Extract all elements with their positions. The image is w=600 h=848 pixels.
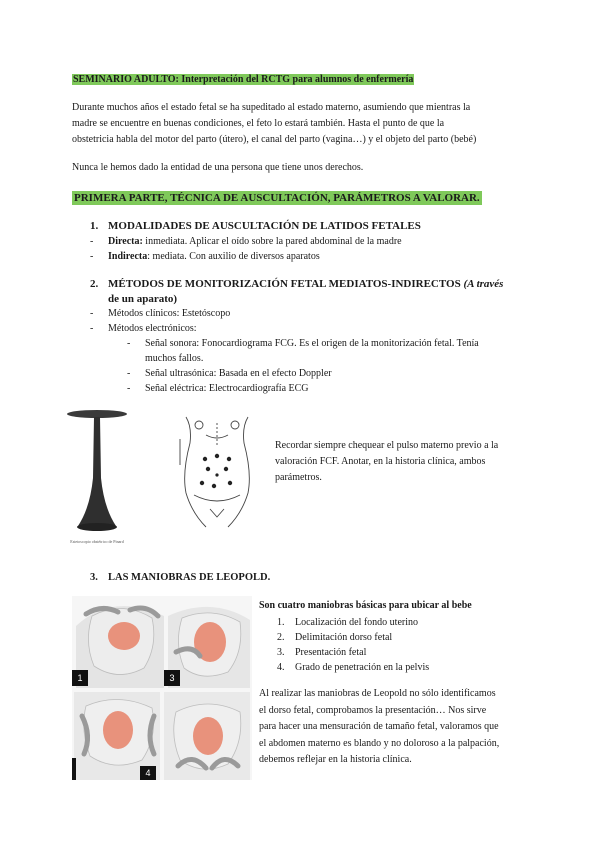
sub-item: - Señal eléctrica: Electrocardiografía ECG [127, 383, 309, 394]
leopold-illustration-icon [72, 596, 252, 780]
list-item: - Directa: inmediata. Aplicar el oído sobre la pared abdominal de la madre [90, 236, 402, 247]
section-number: 1. [90, 220, 99, 232]
section3-heading [90, 572, 270, 583]
intro-line: madre se encuentre en buenas condiciones, el feto lo estará también. Hasta el punto de que la [72, 118, 445, 129]
section1-heading [90, 220, 421, 232]
pinard-stethoscope-figure [64, 408, 130, 544]
panel-label-4: 4 [140, 766, 156, 780]
leopold-paragraph [259, 686, 499, 769]
item-text: Señal ultrasónica: Basada en el efecto Doppler [145, 368, 332, 379]
leopold-maneuvers-image [72, 596, 252, 780]
leopold-list-item: 1. Localización del fondo uterino [277, 617, 419, 628]
intro-line: obstetricia habla del motor del parto (útero), el canal del parto (vagina…) y el objeto del parto (bebé) [72, 134, 477, 145]
item-text: Métodos electrónicos: [108, 323, 197, 334]
item-text: inmediata. Aplicar el oído sobre la pared abdominal de la madre [142, 236, 402, 247]
leopold-list-item: 2. Delimitación dorso fetal [277, 632, 393, 643]
section-title: MODALIDADES DE AUSCULTACIÓN DE LATIDOS FETALES [108, 220, 421, 232]
list-item: - Indirecta: mediata. Con auxilio de diversos aparatos [90, 251, 320, 262]
item-label: Indirecta [108, 251, 148, 262]
reminder-line: valoración FCF. Anotar, en la historia clínica, ambos [275, 456, 486, 467]
panel-label-3: 3 [164, 670, 180, 686]
reminder-text [275, 438, 498, 486]
section-title-italic: (A través [463, 278, 504, 290]
leopold-line: Al realizar las maniobras de Leopold no sólo identificamos [259, 688, 496, 699]
section2-heading [90, 277, 530, 307]
list-item: - Métodos clínicos: Estetóscopo [90, 308, 231, 319]
reminder-line: parámetros. [275, 472, 322, 483]
leopold-line: el dorso fetal, comprobamos la presentación… Nos sirve [259, 704, 487, 716]
section2-sublist [127, 336, 479, 396]
list-item: - Métodos electrónicos: [90, 323, 197, 334]
section-title-cont: de un aparato) [108, 293, 178, 305]
item-text: Señal sonora: Fonocardiograma FCG. Es el origen de la monitorización fetal. Tenía [145, 338, 479, 349]
sub-item-cont: muchos fallos. [145, 353, 204, 364]
stethoscope-icon [64, 408, 130, 534]
sub-item: - Señal ultrasónica: Basada en el efecto Doppler [127, 368, 332, 379]
figure-caption: Estetoscopio obstétrico de Pinard [70, 539, 124, 544]
section-number: 2. [90, 278, 99, 290]
panel-label-2-edge [72, 758, 76, 780]
leopold-list-item: 4. Grado de penetración en la pelvis [277, 662, 430, 673]
torso-diagram-icon [172, 413, 262, 531]
section-title: MÉTODOS DE MONITORIZACIÓN FETAL MEDIATOS-INDIRECTOS [108, 278, 461, 290]
reminder-line: Recordar siempre chequear el pulso materno previo a la [275, 440, 499, 451]
item-text: : mediata. Con auxilio de diversos aparatos [147, 251, 320, 262]
intro-closing: Nunca le hemos dado la entidad de una persona que tiene unos derechos. [72, 162, 364, 173]
intro-line: Durante muchos años el estado fetal se ha supeditado al estado materno, asumiendo que mientras la [72, 102, 471, 113]
leopold-subtitle: Son cuatro maniobras básicas para ubicar al bebe [259, 600, 472, 611]
leopold-line: debemos reflejar en la historia clínica. [259, 754, 412, 765]
item-text: Métodos clínicos: Estetóscopo [108, 308, 231, 319]
leopold-line: para hacer una mensuración de tamaño fetal, valoramos que [259, 721, 499, 732]
seminar-title: SEMINARIO ADULTO: Interpretación del RCTG para alumnos de enfermería [73, 74, 414, 85]
section1-list [90, 234, 402, 264]
sub-item: - Señal sonora: Fonocardiograma FCG. Es el origen de la monitorización fetal. Tenía [127, 338, 479, 349]
auscultation-torso-diagram [172, 413, 262, 531]
leopold-list-item: 3. Presentación fetal [277, 647, 367, 658]
leopold-line: el abdomen materno es blando y no doloroso a la palpación, [259, 737, 500, 749]
leopold-list [277, 615, 429, 675]
item-text: Señal eléctrica: Electrocardiografía ECG [145, 383, 309, 394]
item-label: Directa: [108, 236, 143, 247]
intro-paragraph [72, 100, 542, 148]
section-number: 3. [90, 572, 98, 583]
section-title: LAS MANIOBRAS DE LEOPOLD. [108, 572, 271, 583]
section2-list [90, 306, 230, 336]
part-title: PRIMERA PARTE, TÉCNICA DE AUSCULTACIÓN, PARÁMETROS A VALORAR. [74, 192, 480, 204]
panel-label-1: 1 [72, 670, 88, 686]
